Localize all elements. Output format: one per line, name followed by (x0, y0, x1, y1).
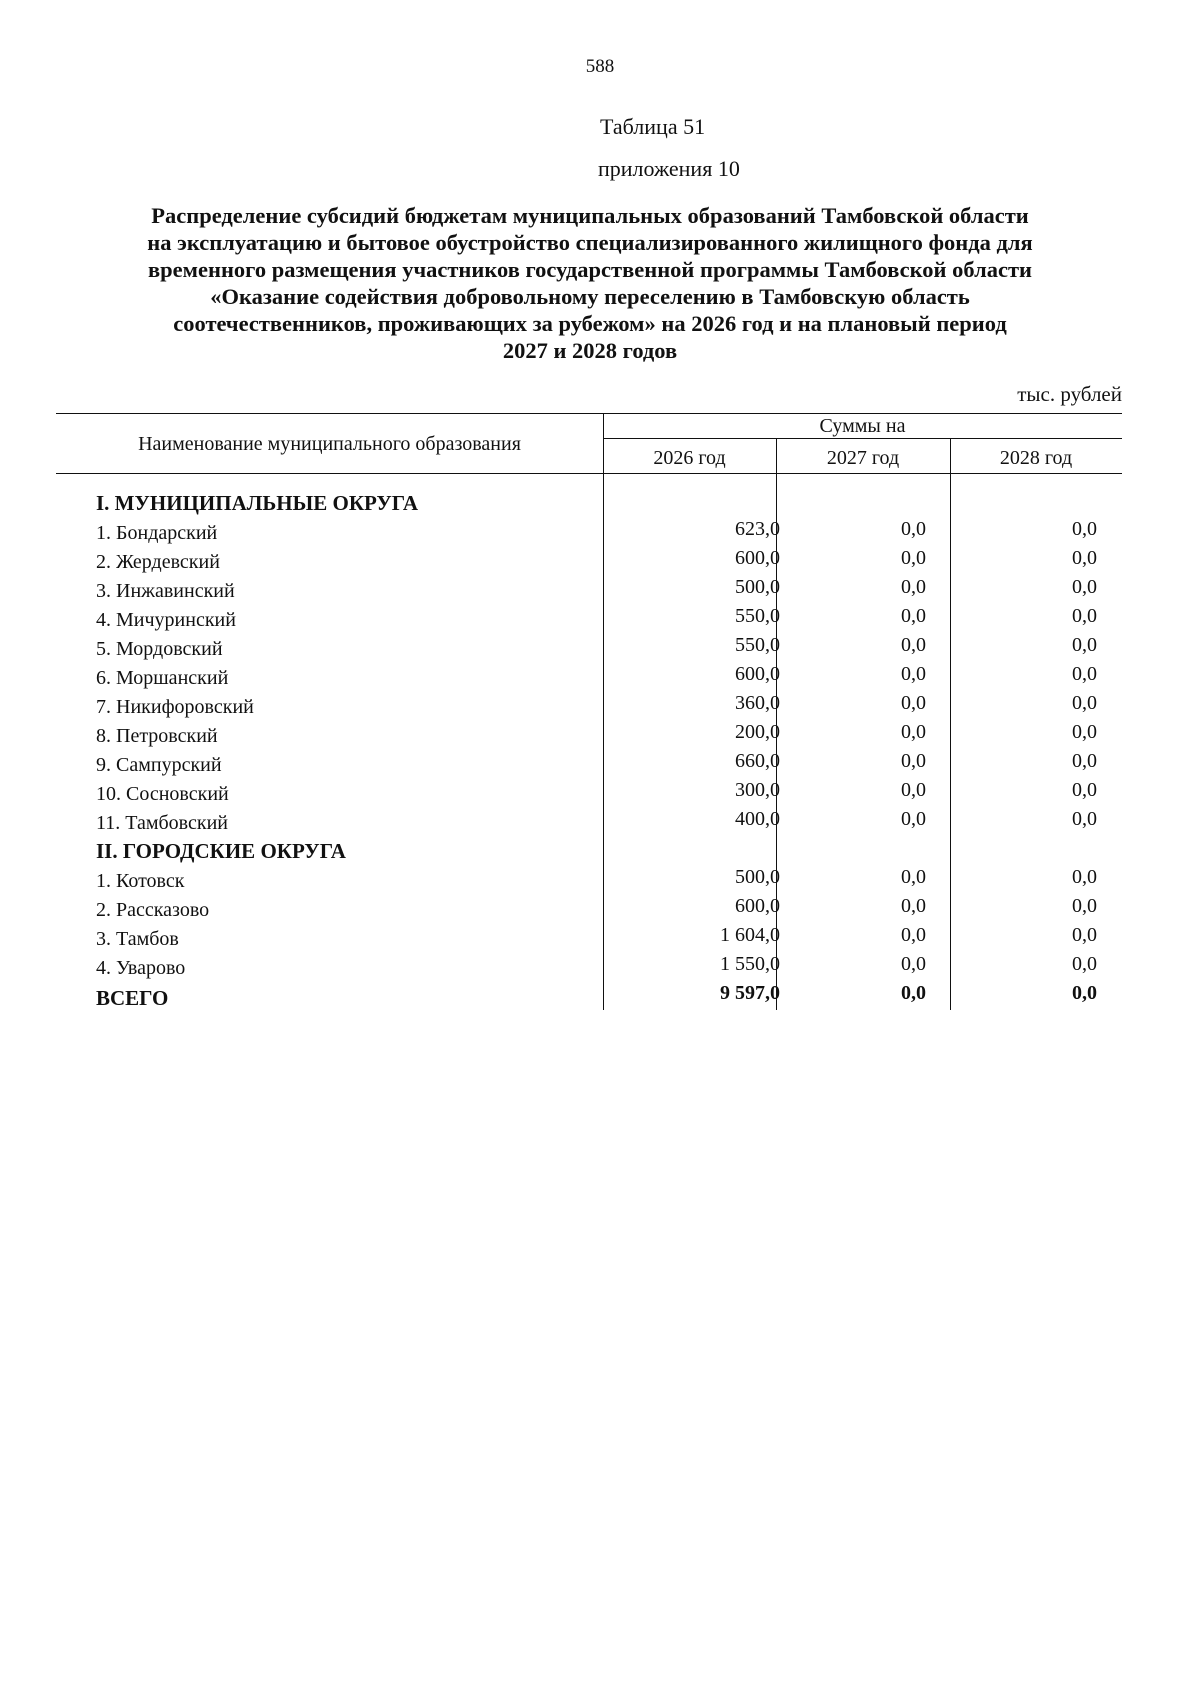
total-2026: 9 597,0 (720, 982, 780, 1004)
table-row (56, 520, 1122, 549)
cell-2027: 0,0 (901, 663, 926, 685)
row-name: 4. Уварово (96, 957, 186, 979)
cell-2026: 660,0 (735, 750, 780, 772)
row-name: 1. Котовск (96, 870, 185, 892)
cell-2028: 0,0 (1072, 518, 1097, 540)
table-row (56, 897, 1122, 926)
cell-2028: 0,0 (1072, 663, 1097, 685)
cell-2026: 1 604,0 (720, 924, 780, 946)
title-line: 2027 и 2028 годов (502, 338, 678, 363)
header-year-2026: 2026 год (653, 447, 726, 469)
title-line: соотечественников, проживающих за рубежом» на 2026 год и на плановый период (173, 311, 1007, 336)
row-name: 10. Сосновский (96, 783, 229, 805)
table-top-rule (56, 413, 1122, 414)
section-heading: II. ГОРОДСКИЕ ОКРУГА (96, 839, 346, 863)
row-name: 7. Никифоровский (96, 696, 254, 718)
cell-2028: 0,0 (1072, 692, 1097, 714)
table-row (56, 636, 1122, 665)
row-name: 6. Моршанский (96, 667, 229, 689)
header-year-2027: 2027 год (826, 447, 900, 469)
page-number: 588 (585, 56, 615, 77)
table-label: Таблица 51 (600, 114, 706, 139)
total-2028: 0,0 (1072, 982, 1097, 1004)
cell-2026: 360,0 (735, 692, 780, 714)
appendix-label: приложения 10 (598, 156, 740, 181)
cell-2026: 400,0 (735, 808, 780, 830)
cell-2026: 600,0 (735, 663, 780, 685)
row-name: 8. Петровский (96, 725, 218, 747)
section-heading: I. МУНИЦИПАЛЬНЫЕ ОКРУГА (96, 491, 419, 515)
cell-2028: 0,0 (1072, 721, 1097, 743)
cell-2028: 0,0 (1072, 895, 1097, 917)
cell-2027: 0,0 (901, 605, 926, 627)
cell-2027: 0,0 (901, 576, 926, 598)
table-row (56, 810, 1122, 839)
title-line: Распределение субсидий бюджетам муниципальных образований Тамбовской области (151, 203, 1029, 228)
cell-2028: 0,0 (1072, 576, 1097, 598)
cell-2028: 0,0 (1072, 924, 1097, 946)
cell-2026: 500,0 (735, 866, 780, 888)
row-name: 9. Сампурский (96, 754, 222, 776)
cell-2026: 500,0 (735, 576, 780, 598)
header-bottom-rule (56, 473, 1122, 474)
section-heading-row (56, 491, 1122, 520)
row-name: 3. Инжавинский (96, 580, 235, 602)
table-row (56, 781, 1122, 810)
table-row (56, 955, 1122, 984)
row-name: 1. Бондарский (96, 522, 218, 544)
header-year-2028: 2028 год (999, 447, 1073, 469)
cell-2027: 0,0 (901, 779, 926, 801)
cell-2027: 0,0 (901, 866, 926, 888)
table-row (56, 752, 1122, 781)
table-row (56, 549, 1122, 578)
row-name: 2. Рассказово (96, 899, 210, 921)
cell-2026: 1 550,0 (720, 953, 780, 975)
cell-2027: 0,0 (901, 518, 926, 540)
cell-2028: 0,0 (1072, 634, 1097, 656)
row-name: 2. Жердевский (96, 551, 220, 573)
cell-2028: 0,0 (1072, 953, 1097, 975)
cell-2027: 0,0 (901, 924, 926, 946)
units-label: тыс. рублей (1017, 382, 1122, 406)
row-name: 4. Мичуринский (96, 609, 236, 631)
cell-2026: 200,0 (735, 721, 780, 743)
cell-2026: 623,0 (735, 518, 780, 540)
cell-2027: 0,0 (901, 808, 926, 830)
title-line: «Оказание содействия добровольному переселению в Тамбовскую область (210, 284, 970, 309)
cell-2026: 550,0 (735, 634, 780, 656)
total-2027: 0,0 (901, 982, 926, 1004)
cell-2027: 0,0 (901, 721, 926, 743)
title-line: на эксплуатацию и бытовое обустройство специализированного жилищного фонда для (147, 230, 1033, 255)
cell-2028: 0,0 (1072, 547, 1097, 569)
header-sums: Суммы на (819, 415, 906, 437)
cell-2028: 0,0 (1072, 866, 1097, 888)
cell-2027: 0,0 (901, 634, 926, 656)
total-label: ВСЕГО (96, 986, 169, 1010)
cell-2027: 0,0 (901, 953, 926, 975)
table-row (56, 868, 1122, 897)
table-row (56, 926, 1122, 955)
table-row (56, 578, 1122, 607)
cell-2027: 0,0 (901, 692, 926, 714)
total-row (56, 984, 1122, 1013)
table-row (56, 665, 1122, 694)
table-row (56, 723, 1122, 752)
table-row (56, 694, 1122, 723)
document-title (100, 202, 1080, 364)
row-name: 11. Тамбовский (96, 812, 229, 834)
header-name-column: Наименование муниципального образования (138, 433, 521, 455)
cell-2026: 600,0 (735, 547, 780, 569)
cell-2027: 0,0 (901, 750, 926, 772)
cell-2028: 0,0 (1072, 808, 1097, 830)
sums-header-rule (603, 438, 1122, 439)
cell-2028: 0,0 (1072, 750, 1097, 772)
table-row (56, 607, 1122, 636)
row-name: 5. Мордовский (96, 638, 223, 660)
cell-2026: 600,0 (735, 895, 780, 917)
title-line: временного размещения участников государственной программы Тамбовской области (148, 257, 1032, 282)
cell-2028: 0,0 (1072, 779, 1097, 801)
row-name: 3. Тамбов (96, 928, 179, 950)
cell-2026: 550,0 (735, 605, 780, 627)
section-heading-row (56, 839, 1122, 868)
cell-2026: 300,0 (735, 779, 780, 801)
cell-2027: 0,0 (901, 547, 926, 569)
cell-2028: 0,0 (1072, 605, 1097, 627)
cell-2027: 0,0 (901, 895, 926, 917)
